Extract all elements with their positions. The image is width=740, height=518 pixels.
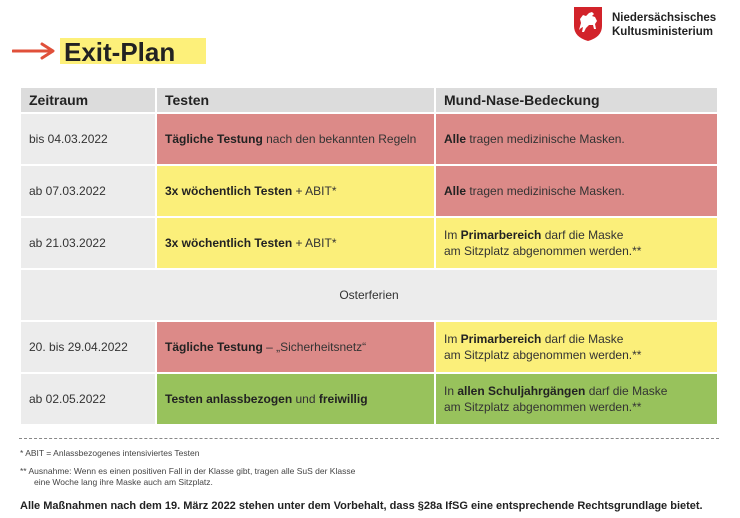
ministry-name-line2: Kultusministerium [612,26,713,38]
mask-text: darf die Maske [541,332,624,346]
mask-text: tragen medizinische Masken. [466,132,625,146]
mask-bold: allen Schuljahrgängen [457,384,586,398]
testing-text: – „Sicherheitsnetz“ [262,340,367,354]
mask-cell [436,166,717,216]
mask-text-line2: am Sitzplatz abgenommen werden.** [444,348,642,362]
testing-cell [157,166,434,216]
mask-text-line2: am Sitzplatz abgenommen werden.** [444,400,642,414]
period-cell: 20. bis 29.04.2022 [21,322,155,372]
ministry-name-line1: Niedersächsisches [612,12,717,24]
mask-bold: Alle [444,184,467,198]
testing-text: und [292,392,319,406]
footnote-abit: * ABIT = Anlassbezogenes intensiviertes Testen [20,448,200,458]
testing-cell [157,374,434,424]
period-cell: bis 04.03.2022 [21,114,155,164]
holiday-break-label: Osterferien [21,270,717,320]
testing-bold: Tägliche Testung [165,132,263,146]
period-cell: ab 21.03.2022 [21,218,155,268]
testing-text: + ABIT* [292,236,337,250]
mask-text-pre: Im [444,332,461,346]
testing-bold: Testen anlassbezogen [165,392,293,406]
table-row [21,166,717,216]
page-title: Exit-Plan [64,37,176,67]
period-cell: ab 02.05.2022 [21,374,155,424]
legal-reservation-note: Alle Maßnahmen nach dem 19. März 2022 stehen unter dem Vorbehalt, dass §28a IfSG eine entsprechende Rechtsgrundlage bietet. [20,500,703,512]
mask-text: darf die Maske [541,228,624,242]
column-header-testing: Testen [157,88,434,112]
mask-text: tragen medizinische Masken. [466,184,625,198]
ministry-name [612,11,716,39]
testing-text: nach den bekannten Regeln [262,132,417,146]
mask-bold: Primarbereich [460,332,542,346]
footnote-exception-line1: ** Ausnahme: Wenn es einen positiven Fall in der Klasse gibt, tragen alle SuS der Klasse [20,466,356,476]
mask-text-line2: am Sitzplatz abgenommen werden.** [444,244,642,258]
column-header-period: Zeitraum [21,88,155,112]
table-row [21,114,717,164]
table-row [21,374,717,424]
mask-bold: Alle [444,132,467,146]
mask-cell [436,374,717,424]
testing-cell [157,114,434,164]
ministry-logo [572,6,732,42]
holiday-break-row [21,270,717,320]
testing-bold-2: freiwillig [318,392,368,406]
mask-cell [436,218,717,268]
table-header-row [21,88,717,112]
mask-text-pre: In [444,384,458,398]
arrow-right-icon [12,42,58,60]
testing-cell [157,322,434,372]
mask-text: darf die Maske [585,384,668,398]
table-row [21,322,717,372]
testing-cell [157,218,434,268]
footnote-exception [20,466,355,488]
mask-cell [436,114,717,164]
testing-bold: 3x wöchentlich Testen [165,184,293,198]
column-header-mask: Mund-Nase-Bedeckung [436,88,717,112]
mask-text-pre: Im [444,228,461,242]
testing-text: + ABIT* [292,184,337,198]
lower-saxony-horse-crest-icon [572,6,604,42]
footnote-divider [19,438,719,439]
exit-plan-table [19,86,719,426]
footnote-exception-line2: eine Woche lang ihre Maske auch am Sitzplatz. [34,477,213,487]
mask-bold: Primarbereich [460,228,542,242]
period-cell: ab 07.03.2022 [21,166,155,216]
testing-bold: Tägliche Testung [165,340,263,354]
table-row [21,218,717,268]
testing-bold: 3x wöchentlich Testen [165,236,293,250]
mask-cell [436,322,717,372]
